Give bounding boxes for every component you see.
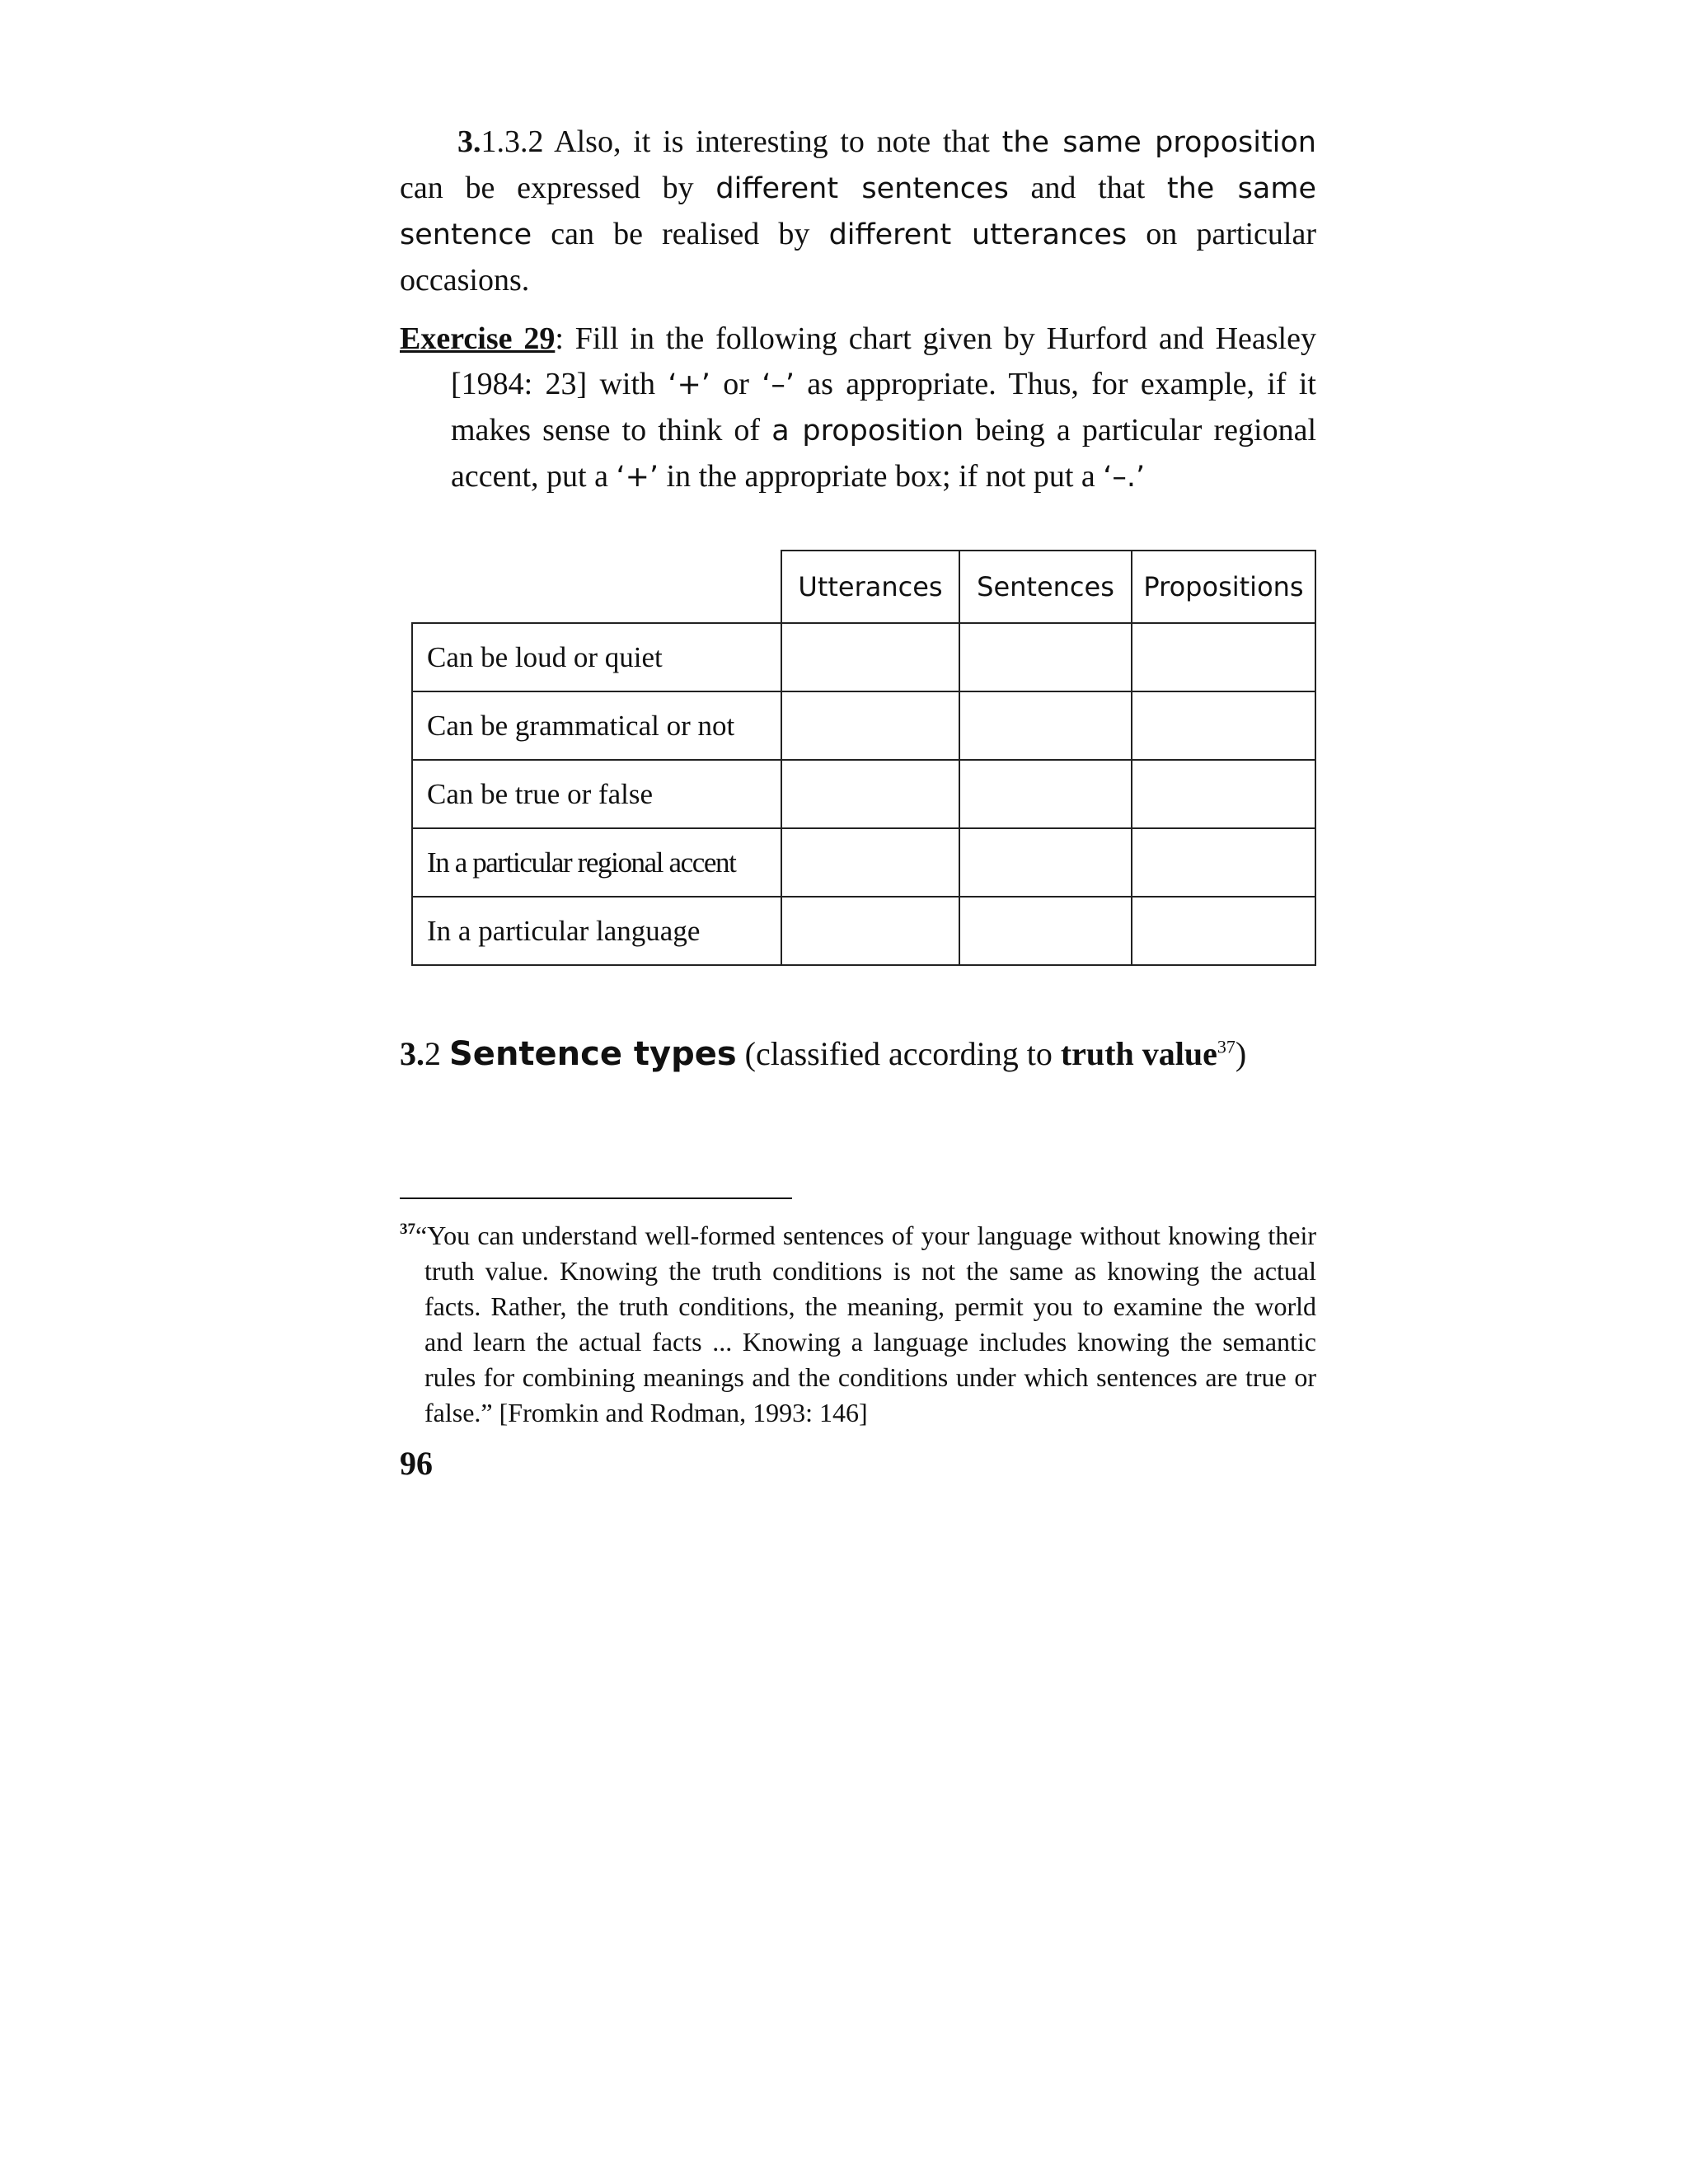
section-title: Sentence types bbox=[449, 1035, 737, 1073]
footnote-reference[interactable]: 37 bbox=[1217, 1036, 1236, 1057]
table-row bbox=[412, 760, 1315, 828]
row-label: Can be loud or quiet bbox=[412, 623, 781, 691]
answer-cell[interactable] bbox=[959, 828, 1132, 897]
answer-cell[interactable] bbox=[781, 691, 959, 760]
row-label: Can be grammatical or not bbox=[412, 691, 781, 760]
exercise-label: Exercise 29 bbox=[400, 321, 556, 356]
exercise-chart bbox=[411, 550, 1316, 966]
text-run: Also, it is interesting to note that bbox=[543, 124, 1002, 159]
answer-cell[interactable] bbox=[1132, 760, 1315, 828]
emphasis-different-utterances: different utterances bbox=[828, 218, 1128, 251]
row-label: Can be true or false bbox=[412, 760, 781, 828]
answer-cell[interactable] bbox=[1132, 691, 1315, 760]
text-run: on particular occasions. bbox=[400, 217, 1316, 298]
column-header-propositions: Propositions bbox=[1132, 551, 1315, 623]
plus-symbol: ‘+’ bbox=[668, 368, 710, 401]
answer-cell[interactable] bbox=[959, 691, 1132, 760]
row-label: In a particular regional accent bbox=[412, 828, 781, 897]
emphasis-same-sentence: the same sentence bbox=[400, 172, 1316, 251]
answer-cell[interactable] bbox=[781, 760, 959, 828]
answer-cell[interactable] bbox=[781, 828, 959, 897]
answer-cell[interactable] bbox=[959, 760, 1132, 828]
text-run: as appropriate. Thus, for example, if it makes sense to think of bbox=[451, 367, 1316, 448]
chart-header-row bbox=[412, 551, 1315, 623]
column-header-sentences: Sentences bbox=[959, 551, 1132, 623]
section-number-bold: 3. bbox=[400, 1035, 424, 1072]
text-run: : Fill in the following chart given by Hurford and Heasley [1984: 23] with bbox=[451, 321, 1316, 401]
answer-cell[interactable] bbox=[1132, 828, 1315, 897]
text-run: in the appropriate box; if not put a bbox=[659, 459, 1104, 494]
section-number-bold: 3. bbox=[457, 124, 481, 159]
page-number: 96 bbox=[400, 1445, 433, 1482]
emphasis-same-proposition: the same proposition bbox=[1001, 126, 1316, 159]
minus-symbol: ‘–.’ bbox=[1103, 461, 1146, 494]
table-row bbox=[412, 691, 1315, 760]
section-number: 2 bbox=[424, 1035, 449, 1072]
text-run: being a particular regional accent, put a bbox=[451, 413, 1316, 494]
text-run: can be expressed by bbox=[400, 171, 716, 205]
column-header-utterances: Utterances bbox=[781, 551, 959, 623]
emphasis-different-sentences: different sentences bbox=[715, 172, 1009, 205]
text-run: or bbox=[710, 367, 762, 401]
truth-value-term: truth value bbox=[1060, 1035, 1217, 1072]
answer-cell[interactable] bbox=[781, 897, 959, 965]
minus-symbol: ‘–’ bbox=[762, 368, 795, 401]
answer-cell[interactable] bbox=[959, 623, 1132, 691]
answer-cell[interactable] bbox=[1132, 897, 1315, 965]
emphasis-a-proposition: a proposition bbox=[771, 415, 964, 448]
table-row bbox=[412, 897, 1315, 965]
row-label: In a particular language bbox=[412, 897, 781, 965]
footnote-marker: 37 bbox=[400, 1221, 415, 1238]
table-row bbox=[412, 828, 1315, 897]
footnote-text: “You can understand well-formed sentences of your language without knowing their truth value. Knowing the truth conditions is not the same as knowing the actual facts. Rather, the truth conditions, the meaning, permit you to examine the world and learn the actual facts ... Knowing a language includes knowing the semantic rules for combining meanings and the conditions under which sentences are true or false.” [Fromkin and Rodman, 1993: 146] bbox=[415, 1221, 1316, 1427]
section-heading-3-2 bbox=[400, 1034, 1246, 1073]
plus-symbol: ‘+’ bbox=[616, 461, 659, 494]
table-row bbox=[412, 623, 1315, 691]
text-run: ) bbox=[1235, 1035, 1247, 1072]
footnote-37 bbox=[400, 1218, 1316, 1431]
paragraph-3-1-3-2 bbox=[400, 120, 1316, 303]
text-run: (classified according to bbox=[736, 1035, 1061, 1072]
footnote-divider bbox=[400, 1197, 792, 1199]
exercise-29 bbox=[400, 316, 1316, 500]
answer-cell[interactable] bbox=[781, 623, 959, 691]
answer-cell[interactable] bbox=[959, 897, 1132, 965]
chart-corner bbox=[412, 551, 781, 623]
text-run: and that bbox=[1008, 171, 1167, 205]
section-number: 1.3.2 bbox=[481, 124, 544, 159]
text-run: can be realised by bbox=[532, 217, 829, 251]
answer-cell[interactable] bbox=[1132, 623, 1315, 691]
